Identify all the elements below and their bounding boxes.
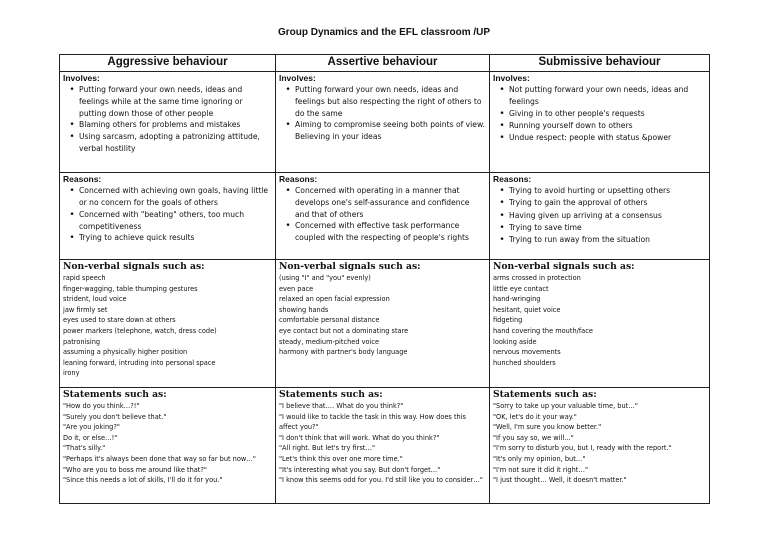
involves-row	[60, 72, 710, 173]
involves-list	[279, 84, 486, 142]
bullet-item: • Concerned with achieving own goals, having little or no concern for the goals of others	[63, 185, 272, 209]
list-item: irony	[63, 369, 80, 378]
involves-label: Involves:	[63, 73, 100, 83]
involves-label: Involves:	[493, 73, 530, 83]
reasons-list	[279, 185, 486, 243]
bullet-item: • Trying to run away from the situation	[493, 234, 706, 246]
bullet-item: • Trying to avoid hurting or upsetting others	[493, 185, 706, 197]
list-item: "I'm not sure it did it right…"	[493, 465, 588, 474]
reasons-cell	[60, 173, 276, 260]
bullet-item: • Putting forward your own needs, ideas and feelings while at the same time ignoring or putting down those of other people	[63, 84, 272, 119]
list-item: "If you say so, we will…"	[493, 433, 574, 442]
list-item: hand-wringing	[493, 295, 541, 304]
involves-label: Involves:	[279, 73, 316, 83]
list-item: "I'm sorry to disturb you, but I, ready with the report."	[493, 444, 672, 453]
list-item: even pace	[279, 284, 314, 293]
involves-list	[493, 84, 706, 144]
reasons-row	[60, 173, 710, 260]
bullet-item: • Having given up arriving at a consensus	[493, 210, 706, 222]
list-item: "It's interesting what you say. But don't forget…"	[279, 465, 441, 474]
bullet-item: • Running yourself down to others	[493, 120, 706, 132]
bullet-item: • Giving in to other people's requests	[493, 108, 706, 120]
header-assertive: Assertive behaviour	[276, 55, 490, 72]
list-item: fidgeting	[493, 316, 523, 325]
nonverbal-cell	[490, 260, 710, 388]
involves-list	[63, 84, 272, 155]
nonverbal-list	[279, 273, 486, 358]
reasons-cell	[276, 173, 490, 260]
reasons-list	[63, 185, 272, 244]
involves-cell	[276, 72, 490, 173]
statements-row	[60, 388, 710, 504]
reasons-list	[493, 185, 706, 246]
list-item: looking aside	[493, 337, 537, 346]
bullet-item: • Blaming others for problems and mistakes	[63, 119, 272, 131]
list-item: "That's silly."	[63, 444, 106, 453]
list-item: relaxed an open facial expression	[279, 295, 390, 304]
list-item: "Are you joking?"	[63, 423, 120, 432]
involves-cell	[490, 72, 710, 173]
list-item: "Who are you to boss me around like that?"	[63, 465, 207, 474]
list-item: hesitant, quiet voice	[493, 305, 561, 314]
list-item: arms crossed in protection	[493, 274, 581, 282]
reasons-label: Reasons:	[279, 174, 318, 184]
nonverbal-cell	[60, 260, 276, 388]
statements-label: Statements such as:	[63, 389, 167, 400]
list-item: "Sorry to take up your valuable time, but…"	[493, 402, 638, 410]
list-item: hand covering the mouth/face	[493, 326, 593, 335]
page-title: Group Dynamics and the EFL classroom /UP	[277, 27, 491, 38]
bullet-item: • Concerned with operating in a manner that develops one's self-assurance and confidence and that of others	[279, 185, 486, 220]
list-item: "Perhaps it's always been done that way so far but now…"	[63, 454, 256, 463]
list-item: little eye contact	[493, 284, 549, 293]
nonverbal-label: Non-verbal signals such as:	[493, 261, 635, 272]
list-item: "Since this needs a lot of skills, I'll do it for you."	[63, 476, 223, 485]
list-item: finger-wagging, table thumping gestures	[63, 284, 198, 293]
list-item: jaw firmly set	[63, 305, 108, 314]
nonverbal-cell	[276, 260, 490, 388]
list-item: "OK, let's do it your way."	[493, 412, 577, 421]
bullet-item: • Concerned with "beating" others, too much competitiveness	[63, 209, 272, 233]
bullet-item: • Trying to save time	[493, 222, 706, 234]
statements-list	[279, 401, 486, 486]
nonverbal-label: Non-verbal signals such as:	[279, 261, 421, 272]
bullet-item: • Putting forward your own needs, ideas and feelings but also respecting the right of others to do the same	[279, 84, 486, 119]
statements-cell	[490, 388, 710, 504]
behaviour-table	[59, 54, 710, 504]
list-item: "Surely you don't believe that."	[63, 412, 167, 421]
list-item: assuming a physically higher position	[63, 348, 188, 357]
bullet-item: • Concerned with effective task performance coupled with the respecting of people's rights	[279, 220, 486, 244]
list-item: patronising	[63, 337, 101, 346]
statements-list	[493, 401, 706, 486]
list-item: rapid speech	[63, 274, 106, 282]
list-item: leaning forward, intruding into personal space	[63, 358, 216, 367]
involves-cell	[60, 72, 276, 173]
bullet-item: • Using sarcasm, adopting a patronizing attitude, verbal hostility	[63, 131, 272, 155]
nonverbal-label: Non-verbal signals such as:	[63, 261, 205, 272]
bullet-item: • Undue respect: people with status &power	[493, 132, 706, 144]
reasons-label: Reasons:	[63, 174, 102, 184]
list-item: steady, medium-pitched voice	[279, 337, 380, 346]
list-item: hunched shoulders	[493, 358, 556, 367]
list-item: "How do you think…?!"	[63, 402, 140, 410]
list-item: showing hands	[279, 305, 329, 314]
statements-cell	[60, 388, 276, 504]
list-item: eyes used to stare down at others	[63, 316, 176, 325]
list-item: strident, loud voice	[63, 295, 127, 304]
list-item: "Let's think this over one more time."	[279, 454, 403, 463]
nonverbal-list	[493, 273, 706, 368]
reasons-cell	[490, 173, 710, 260]
list-item: eye contact but not a dominating stare	[279, 326, 409, 335]
bullet-item: • Not putting forward your own needs, ideas and feelings	[493, 84, 706, 108]
list-item: (using "I" and "you" evenly)	[279, 274, 371, 282]
list-item: Do it, or else…!"	[63, 433, 118, 442]
bullet-item: • Trying to achieve quick results	[63, 232, 272, 244]
list-item: comfortable personal distance	[279, 316, 380, 325]
bullet-item: • Aiming to compromise seeing both points of view. Believing in your ideas	[279, 119, 486, 143]
nonverbal-row	[60, 260, 710, 388]
statements-label: Statements such as:	[279, 389, 383, 400]
statements-label: Statements such as:	[493, 389, 597, 400]
statements-cell	[276, 388, 490, 504]
list-item: nervous movements	[493, 348, 561, 357]
header-submissive: Submissive behaviour	[490, 55, 710, 72]
list-item: power markers (telephone, watch, dress code)	[63, 326, 217, 335]
list-item: "All right. But let's try first…"	[279, 444, 375, 453]
list-item: "I believe that…. What do you think?"	[279, 402, 404, 410]
list-item: harmony with partner's body language	[279, 348, 408, 357]
list-item: "Well, I'm sure you know better."	[493, 423, 602, 432]
reasons-label: Reasons:	[493, 174, 532, 184]
list-item: "I would like to tackle the task in this way. How does this affect you?"	[279, 412, 466, 432]
list-item: "I know this seems odd for you. I'd still like you to consider…"	[279, 476, 483, 485]
list-item: "I just thought… Well, it doesn't matter."	[493, 476, 627, 485]
nonverbal-list	[63, 273, 272, 379]
list-item: "It's only my opinion, but…"	[493, 454, 586, 463]
statements-list	[63, 401, 272, 486]
header-row	[60, 55, 710, 72]
header-aggressive: Aggressive behaviour	[60, 55, 276, 72]
list-item: "I don't think that will work. What do you think?"	[279, 433, 440, 442]
bullet-item: • Trying to gain the approval of others	[493, 197, 706, 209]
